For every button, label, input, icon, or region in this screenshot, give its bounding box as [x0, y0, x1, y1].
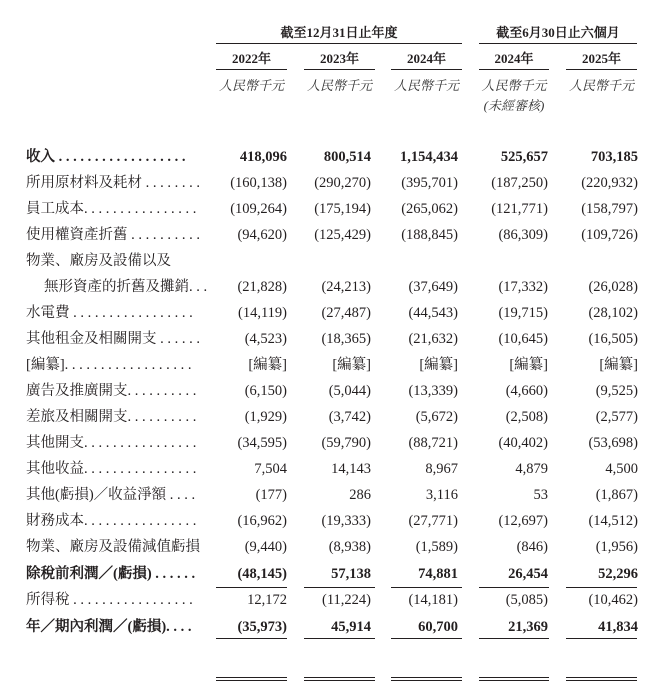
table-row	[0, 248, 656, 274]
row-value: 703,185	[590, 149, 638, 165]
row-value: (2,577)	[595, 409, 638, 425]
row-value: 7,504	[254, 461, 287, 477]
row-value: (94,620)	[237, 227, 287, 243]
row-value: (4,660)	[505, 383, 548, 399]
row-label: 除稅前利潤／(虧損) . . . . . .	[26, 566, 196, 582]
row-label: 所用原材料及耗材 . . . . . . . .	[26, 175, 200, 191]
row-value: 525,657	[500, 149, 548, 165]
row-value: (19,333)	[321, 513, 371, 529]
column-unit: 人民幣千元	[218, 78, 284, 93]
row-value: (26,028)	[588, 279, 638, 295]
row-value: (177)	[255, 487, 287, 503]
table-row	[0, 274, 656, 300]
row-value: (158,797)	[581, 201, 638, 217]
column-year-2023: 2023年	[304, 50, 375, 70]
row-value: 57,138	[331, 566, 371, 582]
row-label: 收入 . . . . . . . . . . . . . . . . . .	[26, 149, 186, 165]
row-value: (6,150)	[244, 383, 287, 399]
row-value: 74,881	[418, 566, 458, 582]
column-year-2022: 2022年	[216, 50, 287, 70]
row-value: (3,742)	[328, 409, 371, 425]
table-row	[0, 587, 656, 613]
table-row	[0, 300, 656, 326]
row-value: 12,172	[247, 592, 287, 608]
row-value: (14,119)	[238, 305, 287, 321]
row-value: (27,487)	[321, 305, 371, 321]
subtotal-rule	[566, 587, 637, 588]
row-value: (11,224)	[322, 592, 371, 608]
row-value: (40,402)	[498, 435, 548, 451]
subtotal-rule	[479, 638, 549, 639]
table-row	[0, 456, 656, 482]
row-value: (21,828)	[237, 279, 287, 295]
subtotal-rule	[566, 638, 637, 639]
row-value: (109,264)	[230, 201, 287, 217]
row-value: (16,505)	[588, 331, 638, 347]
row-value: (34,595)	[237, 435, 287, 451]
row-label: 所得稅 . . . . . . . . . . . . . . . . .	[26, 592, 193, 608]
subtotal-rule	[304, 587, 375, 588]
unaudited-note: (未經審核)	[483, 98, 545, 113]
row-value: (2,508)	[505, 409, 548, 425]
row-value: (13,339)	[408, 383, 458, 399]
row-label: 其他收益. . . . . . . . . . . . . . . .	[26, 461, 197, 477]
row-value: (12,697)	[498, 513, 548, 529]
row-value: 3,116	[425, 487, 458, 503]
row-value: 53	[533, 487, 548, 503]
table-row	[0, 326, 656, 352]
subtotal-rule	[216, 587, 287, 588]
row-value: 1,154,434	[400, 149, 458, 165]
row-value: (220,932)	[581, 175, 638, 191]
row-label: 年／期內利潤／(虧損). . . .	[26, 619, 192, 635]
column-unit: 人民幣千元	[306, 78, 372, 93]
subtotal-rule	[391, 638, 462, 639]
row-value: [編纂]	[599, 357, 638, 373]
row-label: 財務成本. . . . . . . . . . . . . . . .	[26, 513, 197, 529]
row-value: (10,645)	[498, 331, 548, 347]
row-value: (5,085)	[505, 592, 548, 608]
row-label: [編纂]. . . . . . . . . . . . . . . . . .	[26, 357, 192, 373]
row-value: (28,102)	[588, 305, 638, 321]
row-label: 廣告及推廣開支. . . . . . . . . .	[26, 383, 197, 399]
subtotal-rule	[216, 638, 287, 639]
total-double-rule	[304, 677, 375, 681]
row-value: 800,514	[323, 149, 371, 165]
row-value: (27,771)	[408, 513, 458, 529]
table-row	[0, 378, 656, 404]
table-row	[0, 170, 656, 196]
row-value: 4,879	[515, 461, 548, 477]
subtotal-rule	[391, 587, 462, 588]
row-value: 4,500	[605, 461, 638, 477]
row-value: (16,962)	[237, 513, 287, 529]
header-interim-period: 截至6月30日止六個月	[479, 24, 637, 44]
header-annual-period: 截至12月31日止年度	[216, 24, 462, 44]
total-double-rule	[391, 677, 462, 681]
table-row	[0, 534, 656, 560]
row-value: 26,454	[508, 566, 548, 582]
row-value: (21,632)	[408, 331, 458, 347]
row-label: 水電費 . . . . . . . . . . . . . . . . .	[26, 305, 193, 321]
row-value: (395,701)	[401, 175, 458, 191]
row-value: (19,715)	[498, 305, 548, 321]
row-label: 無形資產的折舊及攤銷. . .	[44, 279, 208, 295]
row-value: [編纂]	[248, 357, 287, 373]
row-value: (1,956)	[595, 539, 638, 555]
subtotal-rule	[304, 638, 375, 639]
column-year-2025-interim: 2025年	[566, 50, 637, 70]
table-row	[0, 482, 656, 508]
row-value: (1,929)	[244, 409, 287, 425]
row-value: (160,138)	[230, 175, 287, 191]
row-label: 其他租金及相關開支 . . . . . .	[26, 331, 200, 347]
row-value: (86,309)	[498, 227, 548, 243]
row-value: (53,698)	[588, 435, 638, 451]
table-row	[0, 404, 656, 430]
row-value: (10,462)	[588, 592, 638, 608]
total-double-rule	[566, 677, 637, 681]
unit-label: 人民幣千元	[481, 78, 547, 93]
row-value: 21,369	[508, 619, 548, 635]
row-value: (265,062)	[401, 201, 458, 217]
row-value: 14,143	[331, 461, 371, 477]
row-label: 其他開支. . . . . . . . . . . . . . . .	[26, 435, 197, 451]
row-label: 使用權資產折舊 . . . . . . . . . .	[26, 227, 200, 243]
table-row	[0, 614, 656, 640]
row-value: (846)	[516, 539, 548, 555]
table-row	[0, 508, 656, 534]
row-value: (37,649)	[408, 279, 458, 295]
row-value: (5,672)	[415, 409, 458, 425]
row-value: (8,938)	[328, 539, 371, 555]
row-value: (109,726)	[581, 227, 638, 243]
row-value: (290,270)	[314, 175, 371, 191]
row-value: 41,834	[598, 619, 638, 635]
column-year-2024: 2024年	[391, 50, 462, 70]
row-label: 物業、廠房及設備以及	[26, 253, 171, 269]
total-double-rule	[216, 677, 287, 681]
row-label: 其他(虧損)／收益淨額 . . . .	[26, 487, 196, 503]
table-row	[0, 222, 656, 248]
row-value: [編纂]	[332, 357, 371, 373]
row-label: 差旅及相關開支. . . . . . . . . .	[26, 409, 197, 425]
row-value: (188,845)	[401, 227, 458, 243]
row-value: (1,867)	[595, 487, 638, 503]
row-value: 286	[349, 487, 371, 503]
table-row	[0, 352, 656, 378]
column-unit: 人民幣千元	[393, 78, 459, 93]
row-value: (9,525)	[595, 383, 638, 399]
row-value: 418,096	[239, 149, 287, 165]
row-value: (17,332)	[498, 279, 548, 295]
column-unit: 人民幣千元	[568, 78, 634, 93]
column-unit	[479, 76, 549, 116]
row-value: (125,429)	[314, 227, 371, 243]
row-value: (1,589)	[415, 539, 458, 555]
row-value: (175,194)	[314, 201, 371, 217]
row-value: (18,365)	[321, 331, 371, 347]
row-value: (88,721)	[408, 435, 458, 451]
row-value: (48,145)	[237, 566, 287, 582]
table-row	[0, 561, 656, 587]
row-value: [編纂]	[419, 357, 458, 373]
row-value: (59,790)	[321, 435, 371, 451]
row-value: (121,771)	[491, 201, 548, 217]
row-value: (14,181)	[408, 592, 458, 608]
row-value: 52,296	[598, 566, 638, 582]
row-value: (14,512)	[588, 513, 638, 529]
table-row	[0, 144, 656, 170]
column-year-2024-interim: 2024年	[479, 50, 549, 70]
row-value: 45,914	[331, 619, 371, 635]
row-value: (9,440)	[244, 539, 287, 555]
row-value: (4,523)	[244, 331, 287, 347]
row-value: (5,044)	[328, 383, 371, 399]
row-value: (187,250)	[491, 175, 548, 191]
row-label: 物業、廠房及設備減值虧損	[26, 539, 200, 555]
table-row	[0, 196, 656, 222]
row-value: [編纂]	[509, 357, 548, 373]
row-value: (24,213)	[321, 279, 371, 295]
row-value: 60,700	[418, 619, 458, 635]
table-row	[0, 430, 656, 456]
total-double-rule	[479, 677, 549, 681]
row-value: (44,543)	[408, 305, 458, 321]
row-label: 員工成本. . . . . . . . . . . . . . . .	[26, 201, 197, 217]
subtotal-rule	[479, 587, 549, 588]
row-value: 8,967	[425, 461, 458, 477]
row-value: (35,973)	[237, 619, 287, 635]
